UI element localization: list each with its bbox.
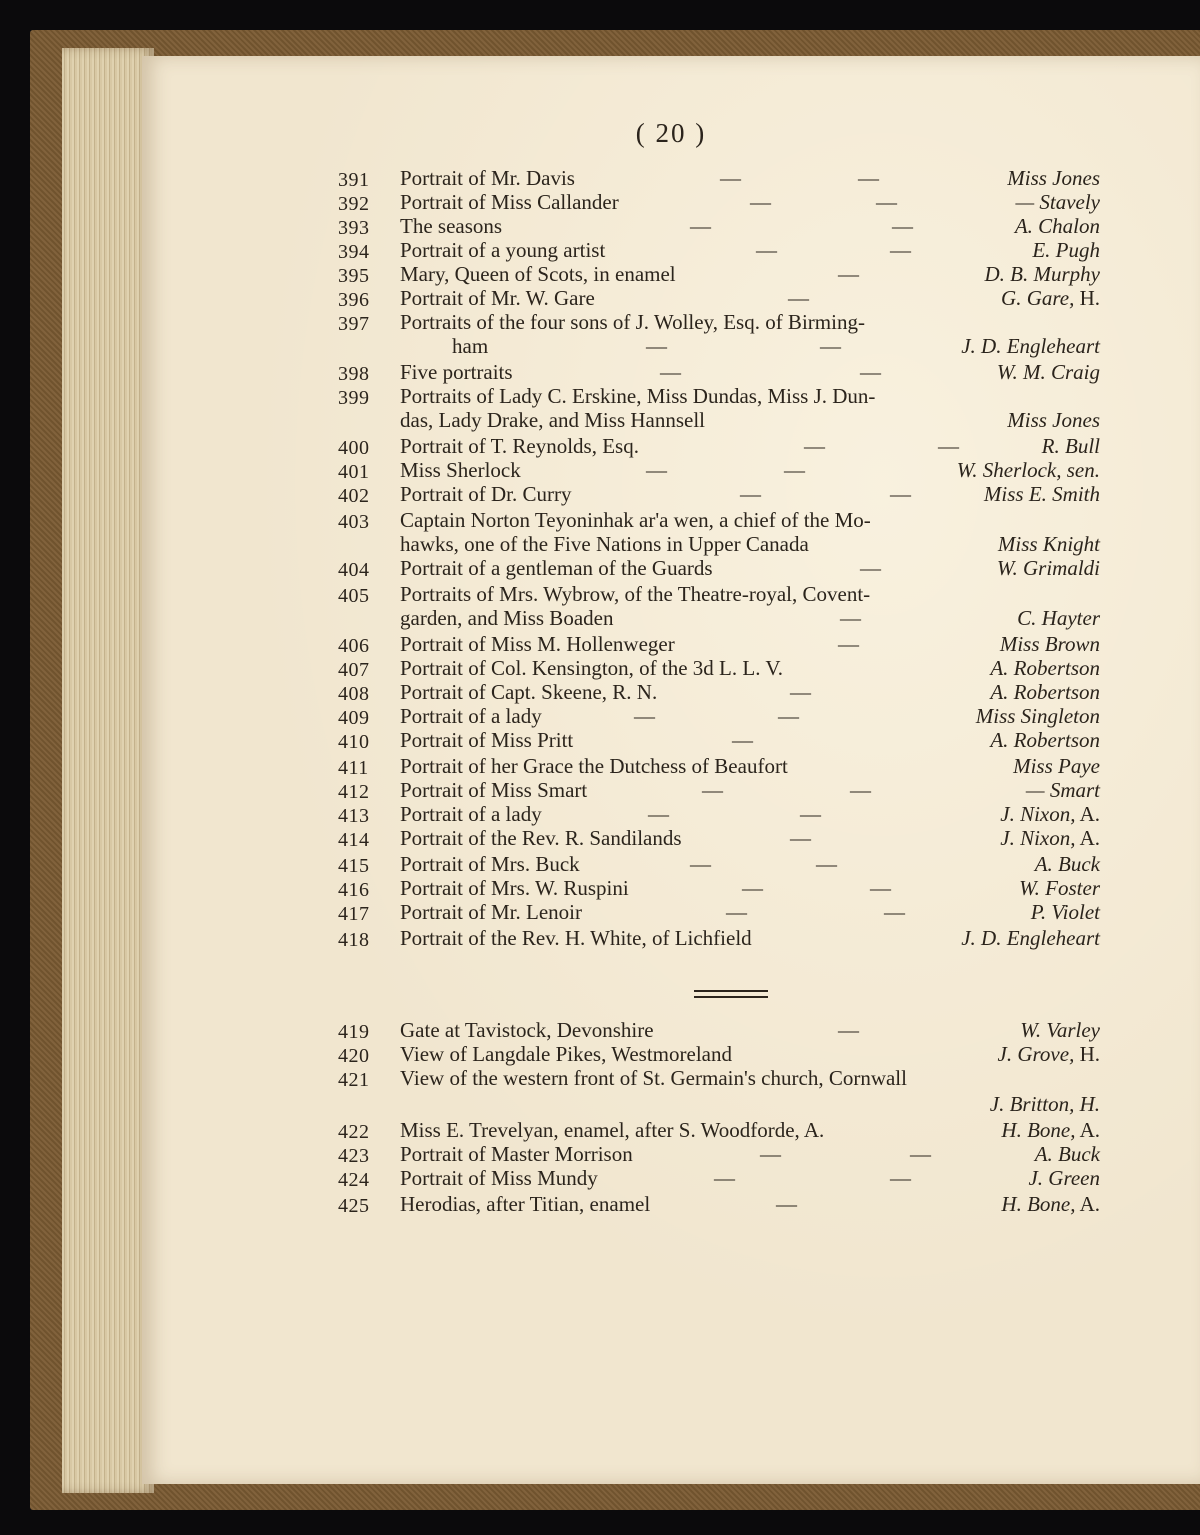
entry-artist: H. Bone, A.	[1001, 1192, 1100, 1216]
separator-dash: —	[702, 778, 723, 802]
entry-title: Portraits of Mrs. Wybrow, of the Theatre-royal, Covent-	[400, 582, 871, 606]
separator-dash: —	[784, 458, 805, 482]
entry-artist: A. Chalon	[1014, 214, 1100, 238]
entry-artist: — Stavely	[1015, 190, 1100, 214]
separator-dash: —	[876, 190, 897, 214]
entry-title: View of Langdale Pikes, Westmoreland	[400, 1042, 732, 1066]
entry-title: Portraits of Lady C. Erskine, Miss Dundas, Miss J. Dun-	[400, 384, 876, 408]
entry-artist: A. Buck	[1034, 852, 1100, 876]
entry-row	[338, 900, 1100, 924]
separator-dash: —	[720, 166, 741, 190]
page-number: ( 20 )	[635, 118, 707, 148]
separator-dash: —	[816, 852, 837, 876]
entry-number: 406	[338, 635, 370, 657]
entry-number: 414	[338, 829, 370, 851]
separator-dash: —	[646, 334, 667, 358]
entry-artist: Miss Jones	[1007, 408, 1100, 432]
separator-dash: —	[820, 334, 841, 358]
separator-dash: —	[938, 434, 959, 458]
entry-number: 392	[338, 193, 370, 215]
entry-number: 416	[338, 879, 370, 901]
entry-row	[338, 802, 1100, 826]
separator-dash: —	[634, 704, 655, 728]
entry-artist: J. Grove, H.	[997, 1042, 1100, 1066]
separator-dash: —	[890, 238, 911, 262]
separator-dash: —	[648, 802, 669, 826]
entry-title: The seasons	[400, 214, 503, 238]
entry-artist: J. Britton, H.	[989, 1092, 1100, 1116]
entry-row	[338, 360, 1100, 384]
entry-artist: W. Varley	[1020, 1018, 1100, 1042]
separator-dash: —	[840, 606, 861, 630]
entry-row	[338, 876, 1100, 900]
section-rule	[694, 996, 768, 998]
separator-dash: —	[778, 704, 799, 728]
entry-title: Portrait of Mrs. Buck	[400, 852, 580, 876]
entry-row	[338, 632, 1100, 656]
entry-row	[338, 166, 1100, 190]
entry-title: Portrait of a lady	[400, 704, 542, 728]
entry-artist: D. B. Murphy	[984, 262, 1100, 286]
entry-number: 419	[338, 1021, 370, 1043]
entry-number: 422	[338, 1121, 370, 1143]
entry-title: Gate at Tavistock, Devonshire	[400, 1018, 654, 1042]
entry-row	[338, 190, 1100, 214]
page-edges	[62, 48, 154, 1493]
entry-artist: J. D. Engleheart	[961, 334, 1100, 358]
entry-number: 399	[338, 387, 370, 409]
entry-row	[338, 482, 1100, 506]
separator-dash: —	[740, 482, 761, 506]
entry-title-cont: das, Lady Drake, and Miss Hannsell	[400, 408, 706, 432]
entry-number: 417	[338, 903, 370, 925]
entry-artist: Miss Paye	[1013, 754, 1100, 778]
entry-row	[338, 556, 1100, 580]
entry-number: 393	[338, 217, 370, 239]
entry-number: 404	[338, 559, 370, 581]
entry-title: Portrait of Miss Callander	[400, 190, 619, 214]
entry-title: Portrait of T. Reynolds, Esq.	[400, 434, 639, 458]
separator-dash: —	[890, 482, 911, 506]
entry-continuation	[400, 334, 1100, 358]
section-rule	[694, 990, 768, 992]
entry-artist: A. Robertson	[990, 656, 1100, 680]
separator-dash: —	[892, 214, 913, 238]
entry-number: 411	[338, 757, 369, 779]
entry-title: Portrait of Capt. Skeene, R. N.	[400, 680, 658, 704]
entry-title: Portrait of Master Morrison	[400, 1142, 633, 1166]
entry-row	[338, 1192, 1100, 1216]
separator-dash: —	[690, 852, 711, 876]
entry-title: Mary, Queen of Scots, in enamel	[400, 262, 676, 286]
separator-dash: —	[788, 286, 809, 310]
entry-artist: J. Nixon, A.	[1000, 826, 1100, 850]
separator-dash: —	[890, 1166, 911, 1190]
separator-dash: —	[714, 1166, 735, 1190]
entry-title-cont: hawks, one of the Five Nations in Upper Canada	[400, 532, 809, 556]
entry-number: 423	[338, 1145, 370, 1167]
entry-artist: Miss Singleton	[975, 704, 1100, 728]
entry-row	[338, 262, 1100, 286]
entry-title: Portrait of Miss Mundy	[400, 1166, 598, 1190]
entry-artist: Miss E. Smith	[983, 482, 1100, 506]
separator-dash: —	[838, 262, 859, 286]
entry-row	[338, 656, 1100, 680]
separator-dash: —	[690, 214, 711, 238]
entry-title: Portraits of the four sons of J. Wolley, Esq. of Birming-	[400, 310, 865, 334]
entry-number: 403	[338, 511, 370, 533]
entry-number: 402	[338, 485, 370, 507]
entry-artist: W. Grimaldi	[996, 556, 1100, 580]
entry-row	[338, 238, 1100, 262]
entry-row	[338, 310, 1100, 334]
entry-number: 408	[338, 683, 370, 705]
entry-continuation	[400, 606, 1100, 630]
entry-continuation	[400, 532, 1100, 556]
entry-number: 397	[338, 313, 370, 335]
entry-artist: A. Robertson	[990, 680, 1100, 704]
entry-number: 394	[338, 241, 370, 263]
entry-artist: J. Nixon, A.	[1000, 802, 1100, 826]
entry-row	[338, 704, 1100, 728]
entry-title: Portrait of Dr. Curry	[400, 482, 572, 506]
entry-number: 407	[338, 659, 370, 681]
entry-title: Portrait of the Rev. H. White, of Lichfield	[400, 926, 752, 950]
separator-dash: —	[838, 632, 859, 656]
entry-title: Portrait of Miss Pritt	[400, 728, 574, 752]
entry-title: Portrait of Mr. Davis	[400, 166, 575, 190]
separator-dash: —	[804, 434, 825, 458]
entry-row	[338, 508, 1100, 532]
entry-row	[338, 458, 1100, 482]
entry-row	[338, 1166, 1100, 1190]
separator-dash: —	[800, 802, 821, 826]
separator-dash: —	[790, 680, 811, 704]
entry-number: 410	[338, 731, 370, 753]
entry-number: 391	[338, 169, 370, 191]
entry-artist: Miss Brown	[999, 632, 1100, 656]
entry-title: Portrait of a gentleman of the Guards	[400, 556, 713, 580]
entry-number: 398	[338, 363, 370, 385]
separator-dash: —	[910, 1142, 931, 1166]
entry-title: View of the western front of St. Germain's church, Cornwall	[400, 1066, 907, 1090]
entry-row	[338, 728, 1100, 752]
entry-artist: W. Sherlock, sen.	[956, 458, 1100, 482]
entry-artist: E. Pugh	[1032, 238, 1100, 262]
entry-title: Portrait of Mrs. W. Ruspini	[400, 876, 629, 900]
entry-artist: R. Bull	[1041, 434, 1100, 458]
separator-dash: —	[726, 900, 747, 924]
entry-artist: — Smart	[1025, 778, 1100, 802]
separator-dash: —	[858, 166, 879, 190]
entry-artist: W. Foster	[1019, 876, 1100, 900]
entry-row	[338, 1142, 1100, 1166]
entry-number: 420	[338, 1045, 370, 1067]
entry-row	[338, 384, 1100, 408]
entry-row	[338, 826, 1100, 850]
entry-title: Portrait of Col. Kensington, of the 3d L. L. V.	[400, 656, 784, 680]
entry-number: 413	[338, 805, 370, 827]
entry-artist: J. Green	[1028, 1166, 1100, 1190]
entry-number: 405	[338, 585, 370, 607]
entry-artist: G. Gare, H.	[1001, 286, 1100, 310]
entry-number: 401	[338, 461, 370, 483]
separator-dash: —	[860, 556, 881, 580]
entry-row	[338, 754, 1100, 778]
entry-row	[338, 1018, 1100, 1042]
entry-title: Captain Norton Teyoninhak ar'a wen, a chief of the Mo-	[400, 508, 871, 532]
entry-row	[338, 852, 1100, 876]
separator-dash: —	[838, 1018, 859, 1042]
entry-number: 412	[338, 781, 370, 803]
entry-row	[338, 1066, 1100, 1090]
separator-dash: —	[742, 876, 763, 900]
entry-row	[338, 434, 1100, 458]
entry-title: Five portraits	[400, 360, 513, 384]
entry-artist: A. Robertson	[990, 728, 1100, 752]
entry-title: Portrait of the Rev. R. Sandilands	[400, 826, 682, 850]
separator-dash: —	[870, 876, 891, 900]
separator-dash: —	[732, 728, 753, 752]
entry-row	[338, 778, 1100, 802]
entry-continuation	[400, 1092, 1100, 1116]
entry-title: Portrait of a young artist	[400, 238, 606, 262]
entry-number: 418	[338, 929, 370, 951]
separator-dash: —	[860, 360, 881, 384]
entry-artist: C. Hayter	[1017, 606, 1100, 630]
catalogue-page	[142, 56, 1200, 1484]
separator-dash: —	[756, 238, 777, 262]
separator-dash: —	[790, 826, 811, 850]
entry-artist: H. Bone, A.	[1001, 1118, 1100, 1142]
entry-title-cont: ham	[452, 334, 489, 358]
entry-number: 396	[338, 289, 370, 311]
separator-dash: —	[776, 1192, 797, 1216]
entry-title-cont: garden, and Miss Boaden	[400, 606, 614, 630]
entry-number: 421	[338, 1069, 370, 1091]
entry-artist: W. M. Craig	[996, 360, 1100, 384]
entry-number: 424	[338, 1169, 370, 1191]
separator-dash: —	[646, 458, 667, 482]
entry-title: Herodias, after Titian, enamel	[400, 1192, 651, 1216]
entry-artist: A. Buck	[1034, 1142, 1100, 1166]
entry-artist: Miss Knight	[997, 532, 1100, 556]
entry-title: Portrait of a lady	[400, 802, 542, 826]
entry-title: Miss E. Trevelyan, enamel, after S. Woodforde, A.	[400, 1118, 825, 1142]
separator-dash: —	[884, 900, 905, 924]
entry-number: 415	[338, 855, 370, 877]
entry-row	[338, 286, 1100, 310]
entry-artist: J. D. Engleheart	[961, 926, 1100, 950]
entry-artist: Miss Jones	[1007, 166, 1100, 190]
entry-title: Portrait of Miss Smart	[400, 778, 588, 802]
entry-title: Portrait of Miss M. Hollenweger	[400, 632, 675, 656]
entry-title: Miss Sherlock	[400, 458, 521, 482]
entry-number: 400	[338, 437, 370, 459]
entry-title: Portrait of Mr. W. Gare	[400, 286, 595, 310]
separator-dash: —	[760, 1142, 781, 1166]
entry-row	[338, 926, 1100, 950]
entry-continuation	[400, 408, 1100, 432]
entry-title: Portrait of her Grace the Dutchess of Beaufort	[400, 754, 788, 778]
entry-row	[338, 214, 1100, 238]
entry-number: 425	[338, 1195, 370, 1217]
separator-dash: —	[850, 778, 871, 802]
entry-number: 395	[338, 265, 370, 287]
entry-row	[338, 582, 1100, 606]
entry-row	[338, 680, 1100, 704]
entry-number: 409	[338, 707, 370, 729]
separator-dash: —	[660, 360, 681, 384]
entry-row	[338, 1118, 1100, 1142]
entry-artist: P. Violet	[1030, 900, 1100, 924]
separator-dash: —	[750, 190, 771, 214]
entry-title: Portrait of Mr. Lenoir	[400, 900, 582, 924]
entry-row	[338, 1042, 1100, 1066]
